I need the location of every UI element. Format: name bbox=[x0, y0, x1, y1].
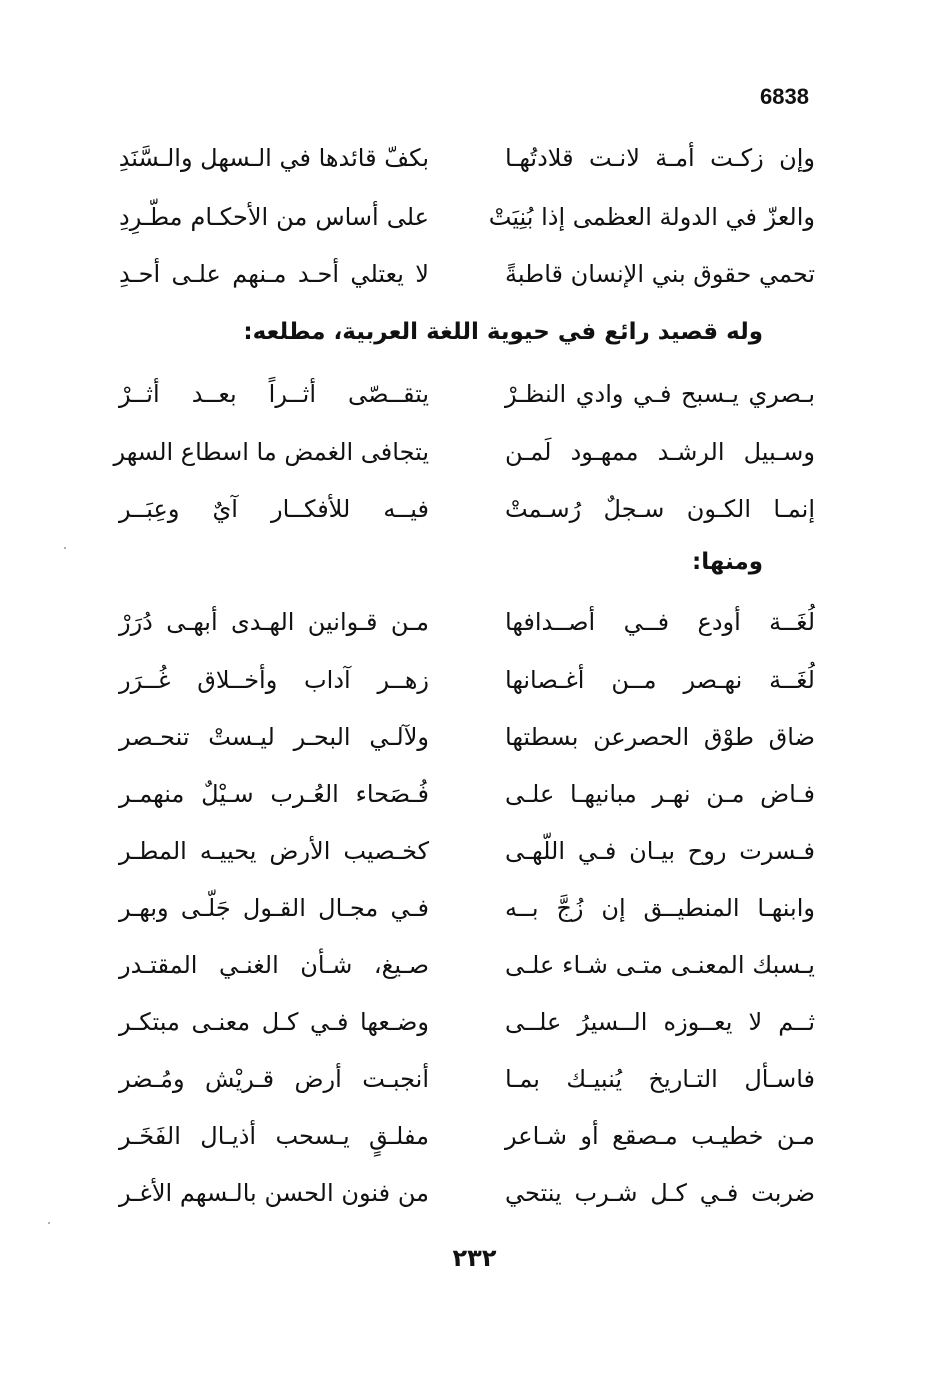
verse-line bbox=[0, 600, 949, 644]
verse-line bbox=[0, 372, 949, 416]
verse-line bbox=[0, 1000, 949, 1044]
verse-line bbox=[0, 487, 949, 531]
verse-first-hemistich: ثــم لا يعــوزه الــسيرُ علــى bbox=[505, 1008, 815, 1036]
verse-line bbox=[0, 1114, 949, 1158]
verse-first-hemistich: وسـبيل الرشـد ممهـود لَمـن bbox=[505, 438, 815, 466]
verse-second-hemistich: على أساس من الأحكـام مطّـرِدِ bbox=[119, 203, 429, 231]
verse-first-hemistich: مـن خطيـب مـصقع أو شـاعر bbox=[505, 1122, 815, 1150]
intro-paragraph: وله قصيد رائع في حيوية اللغة العربية، مطلعه: bbox=[243, 319, 763, 345]
verse-line bbox=[0, 886, 949, 930]
verse-first-hemistich: يـسبك المعنـى متـى شـاء علـى bbox=[505, 951, 815, 979]
verse-line bbox=[0, 658, 949, 702]
verse-second-hemistich: ولآلـي البحـر ليـستْ تنحـصر bbox=[119, 723, 429, 751]
verse-first-hemistich: وإن زكـت أمـة لانـت قلادتُهـا bbox=[505, 144, 815, 172]
verse-line bbox=[0, 829, 949, 873]
verse-first-hemistich: إنمـا الكـون سـجلٌ رُسـمتْ bbox=[505, 495, 815, 523]
verse-first-hemistich: وابنهـا المنطيــق إن زُجَّ بــه bbox=[505, 894, 815, 922]
verse-line bbox=[0, 1171, 949, 1215]
verse-line bbox=[0, 1057, 949, 1101]
verse-first-hemistich: ضربت فـي كـل شـرب ينتحي bbox=[505, 1179, 815, 1207]
verse-line bbox=[0, 195, 949, 239]
verse-first-hemistich: ضاق طوْق الحصرعن بسطتها bbox=[505, 723, 815, 751]
verse-second-hemistich: صـيغ، شـأن الغنـي المقتـدر bbox=[119, 951, 429, 979]
verse-first-hemistich: تحمي حقوق بني الإنسان قاطبةً bbox=[505, 260, 815, 288]
verse-first-hemistich: فـسرت روح بيـان فـي اللّهـى bbox=[505, 837, 815, 865]
verse-first-hemistich: بـصري يـسبح فـي وادي النظـرْ bbox=[505, 380, 815, 408]
verse-second-hemistich: أنجبـت أرض قـريْش ومُـضر bbox=[119, 1065, 429, 1093]
intro-paragraph: ومنها: bbox=[692, 549, 763, 575]
verse-second-hemistich: زهــر آداب وأخــلاق غُــرَر bbox=[119, 666, 429, 694]
page-id-number: 6838 bbox=[760, 84, 809, 109]
verse-line bbox=[0, 772, 949, 816]
page-number: ٢٣٢ bbox=[452, 1244, 497, 1272]
verse-second-hemistich: كخـصيب الأرض يحييـه المطـر bbox=[119, 837, 429, 865]
verse-first-hemistich: لُغَــة نهـصر مــن أغـصانها bbox=[505, 666, 815, 694]
verse-line bbox=[0, 136, 949, 180]
verse-second-hemistich: يتجافى الغمض ما اسطاع السهر bbox=[113, 438, 429, 466]
verse-second-hemistich: فُـصَحاء العُـرب سـيْلٌ منهمـر bbox=[119, 780, 429, 808]
scan-speck bbox=[48, 1222, 50, 1224]
verse-first-hemistich: والعزّ في الدولة العظمى إذا بُنِيَتْ bbox=[488, 203, 815, 231]
verse-line bbox=[0, 715, 949, 759]
verse-second-hemistich: مـن قـوانين الهـدى أبهـى دُرَرْ bbox=[119, 608, 429, 636]
verse-first-hemistich: فاسـأل التـاريخ يُنبيـك بمـا bbox=[505, 1065, 815, 1093]
verse-second-hemistich: يتقــصّى أثــراً بعــد أثــرْ bbox=[119, 380, 429, 408]
verse-second-hemistich: بكفّ قائدها في الـسهل والـسَّنَدِ bbox=[118, 144, 429, 172]
verse-second-hemistich: لا يعتلي أحـد مـنهم علـى أحـدِ bbox=[119, 260, 429, 288]
verse-second-hemistich: فـي مجـال القـول جَلّـى وبهـر bbox=[119, 894, 429, 922]
verse-first-hemistich: فـاض مـن نهـر مبانيهـا علـى bbox=[505, 780, 815, 808]
verse-line bbox=[0, 430, 949, 474]
verse-first-hemistich: لُغَــة أودع فــي أصــدافها bbox=[505, 608, 815, 636]
verse-line bbox=[0, 943, 949, 987]
verse-second-hemistich: وضـعها فـي كـل معنـى مبتكـر bbox=[119, 1008, 429, 1036]
verse-second-hemistich: مفلـقٍ يـسحب أذيـال الفَخَـر bbox=[119, 1122, 429, 1150]
scan-speck bbox=[64, 547, 66, 549]
verse-line bbox=[0, 252, 949, 296]
verse-second-hemistich: فيــه للأفكــار آيٌ وعِبَــر bbox=[119, 495, 429, 523]
verse-second-hemistich: من فنون الحسن بالـسهم الأغـر bbox=[119, 1179, 429, 1207]
